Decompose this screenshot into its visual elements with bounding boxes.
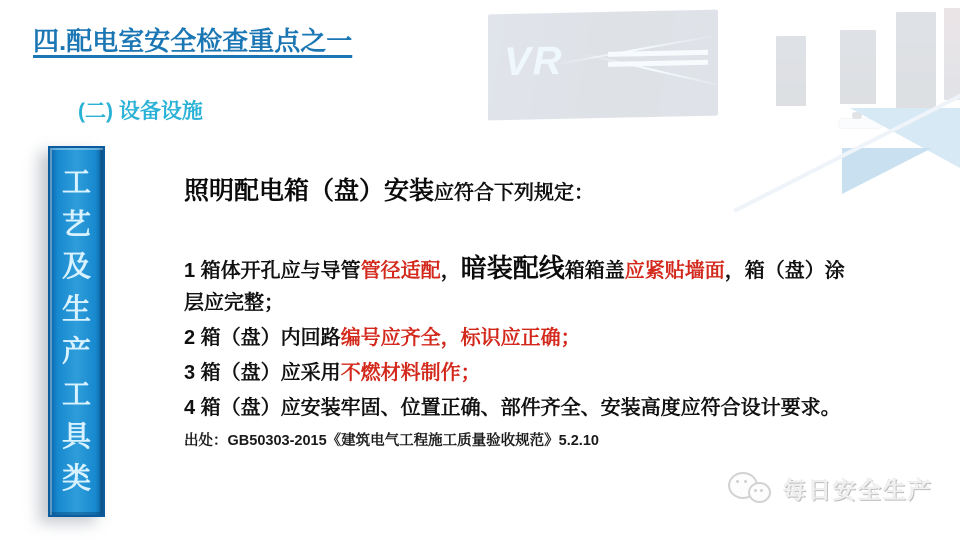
text-segment: ，箱（盘）涂 <box>724 260 845 282</box>
category-bar-char: 类 <box>61 463 91 496</box>
content-line <box>184 251 884 286</box>
headset-stand <box>896 122 940 133</box>
vr-headset <box>910 116 920 123</box>
light-streak <box>549 34 717 66</box>
category-bar-char: 艺 <box>61 209 91 242</box>
category-bar <box>48 146 105 517</box>
category-bar-char: 具 <box>61 420 91 453</box>
vr-screen <box>488 10 718 121</box>
content-lines <box>184 251 884 426</box>
content-line <box>184 391 884 426</box>
source-reference: 出处：GB50303-2015《建筑电气工程施工质量验收规范》5.2.10 <box>184 433 599 449</box>
poster <box>776 36 806 106</box>
text-segment: 3 箱（盘）应采用 <box>184 362 341 384</box>
watermark <box>726 468 933 508</box>
text-segment: ， <box>440 260 461 282</box>
watermark-text: 每日安全生产 <box>783 476 933 503</box>
bubble-eye <box>736 480 739 483</box>
text-segment: 1 箱体开孔应与导管 <box>184 260 361 282</box>
deco-triangle <box>842 148 932 194</box>
category-bar-char: 及 <box>61 251 91 284</box>
chat-bubble <box>748 482 771 503</box>
deco-line <box>733 91 960 213</box>
text-segment: 箱箱盖 <box>564 260 625 282</box>
bubble-eye <box>760 489 763 492</box>
text-segment: 管径适配 <box>360 260 441 282</box>
light-streak <box>580 52 726 87</box>
bubble-eye <box>754 489 757 492</box>
text-segment: 编号应齐全，标识应正确； <box>340 327 581 349</box>
category-bar-char: 工 <box>61 378 91 411</box>
content-heading <box>184 171 594 207</box>
text-segment: 不燃材料制作； <box>340 362 481 384</box>
content-line <box>184 356 884 391</box>
text-segment: 应符合下列规定： <box>434 182 595 204</box>
text-segment: 层应完整； <box>184 292 284 314</box>
category-bar-char: 工 <box>61 166 91 199</box>
screen-caption-blur <box>608 50 708 57</box>
content-line <box>184 286 884 321</box>
vr-headset <box>852 112 862 119</box>
section-subtitle: (二) 设备设施 <box>78 100 203 123</box>
text-segment: 应紧贴墙面 <box>624 260 725 282</box>
category-bar-char: 产 <box>61 336 91 369</box>
content-line <box>184 321 884 356</box>
category-bar-char: 生 <box>61 293 91 326</box>
poster <box>840 30 876 104</box>
vr-label: VR <box>504 38 564 85</box>
text-segment: 暗装配线 <box>460 253 565 283</box>
poster <box>944 8 960 100</box>
poster <box>896 12 936 108</box>
text-segment: 照明配电箱（盘）安装 <box>184 177 435 205</box>
text-segment: 2 箱（盘）内回路 <box>184 327 341 349</box>
wechat-icon <box>726 468 774 508</box>
slide-title: 四.配电室安全检查重点之一 <box>33 26 353 56</box>
headset-stand <box>838 118 882 129</box>
bubble-eye <box>744 480 747 483</box>
deco-triangle <box>850 108 960 168</box>
text-segment: 4 箱（盘）应安装牢固、位置正确、部件齐全、安装高度应符合设计要求。 <box>184 397 841 419</box>
